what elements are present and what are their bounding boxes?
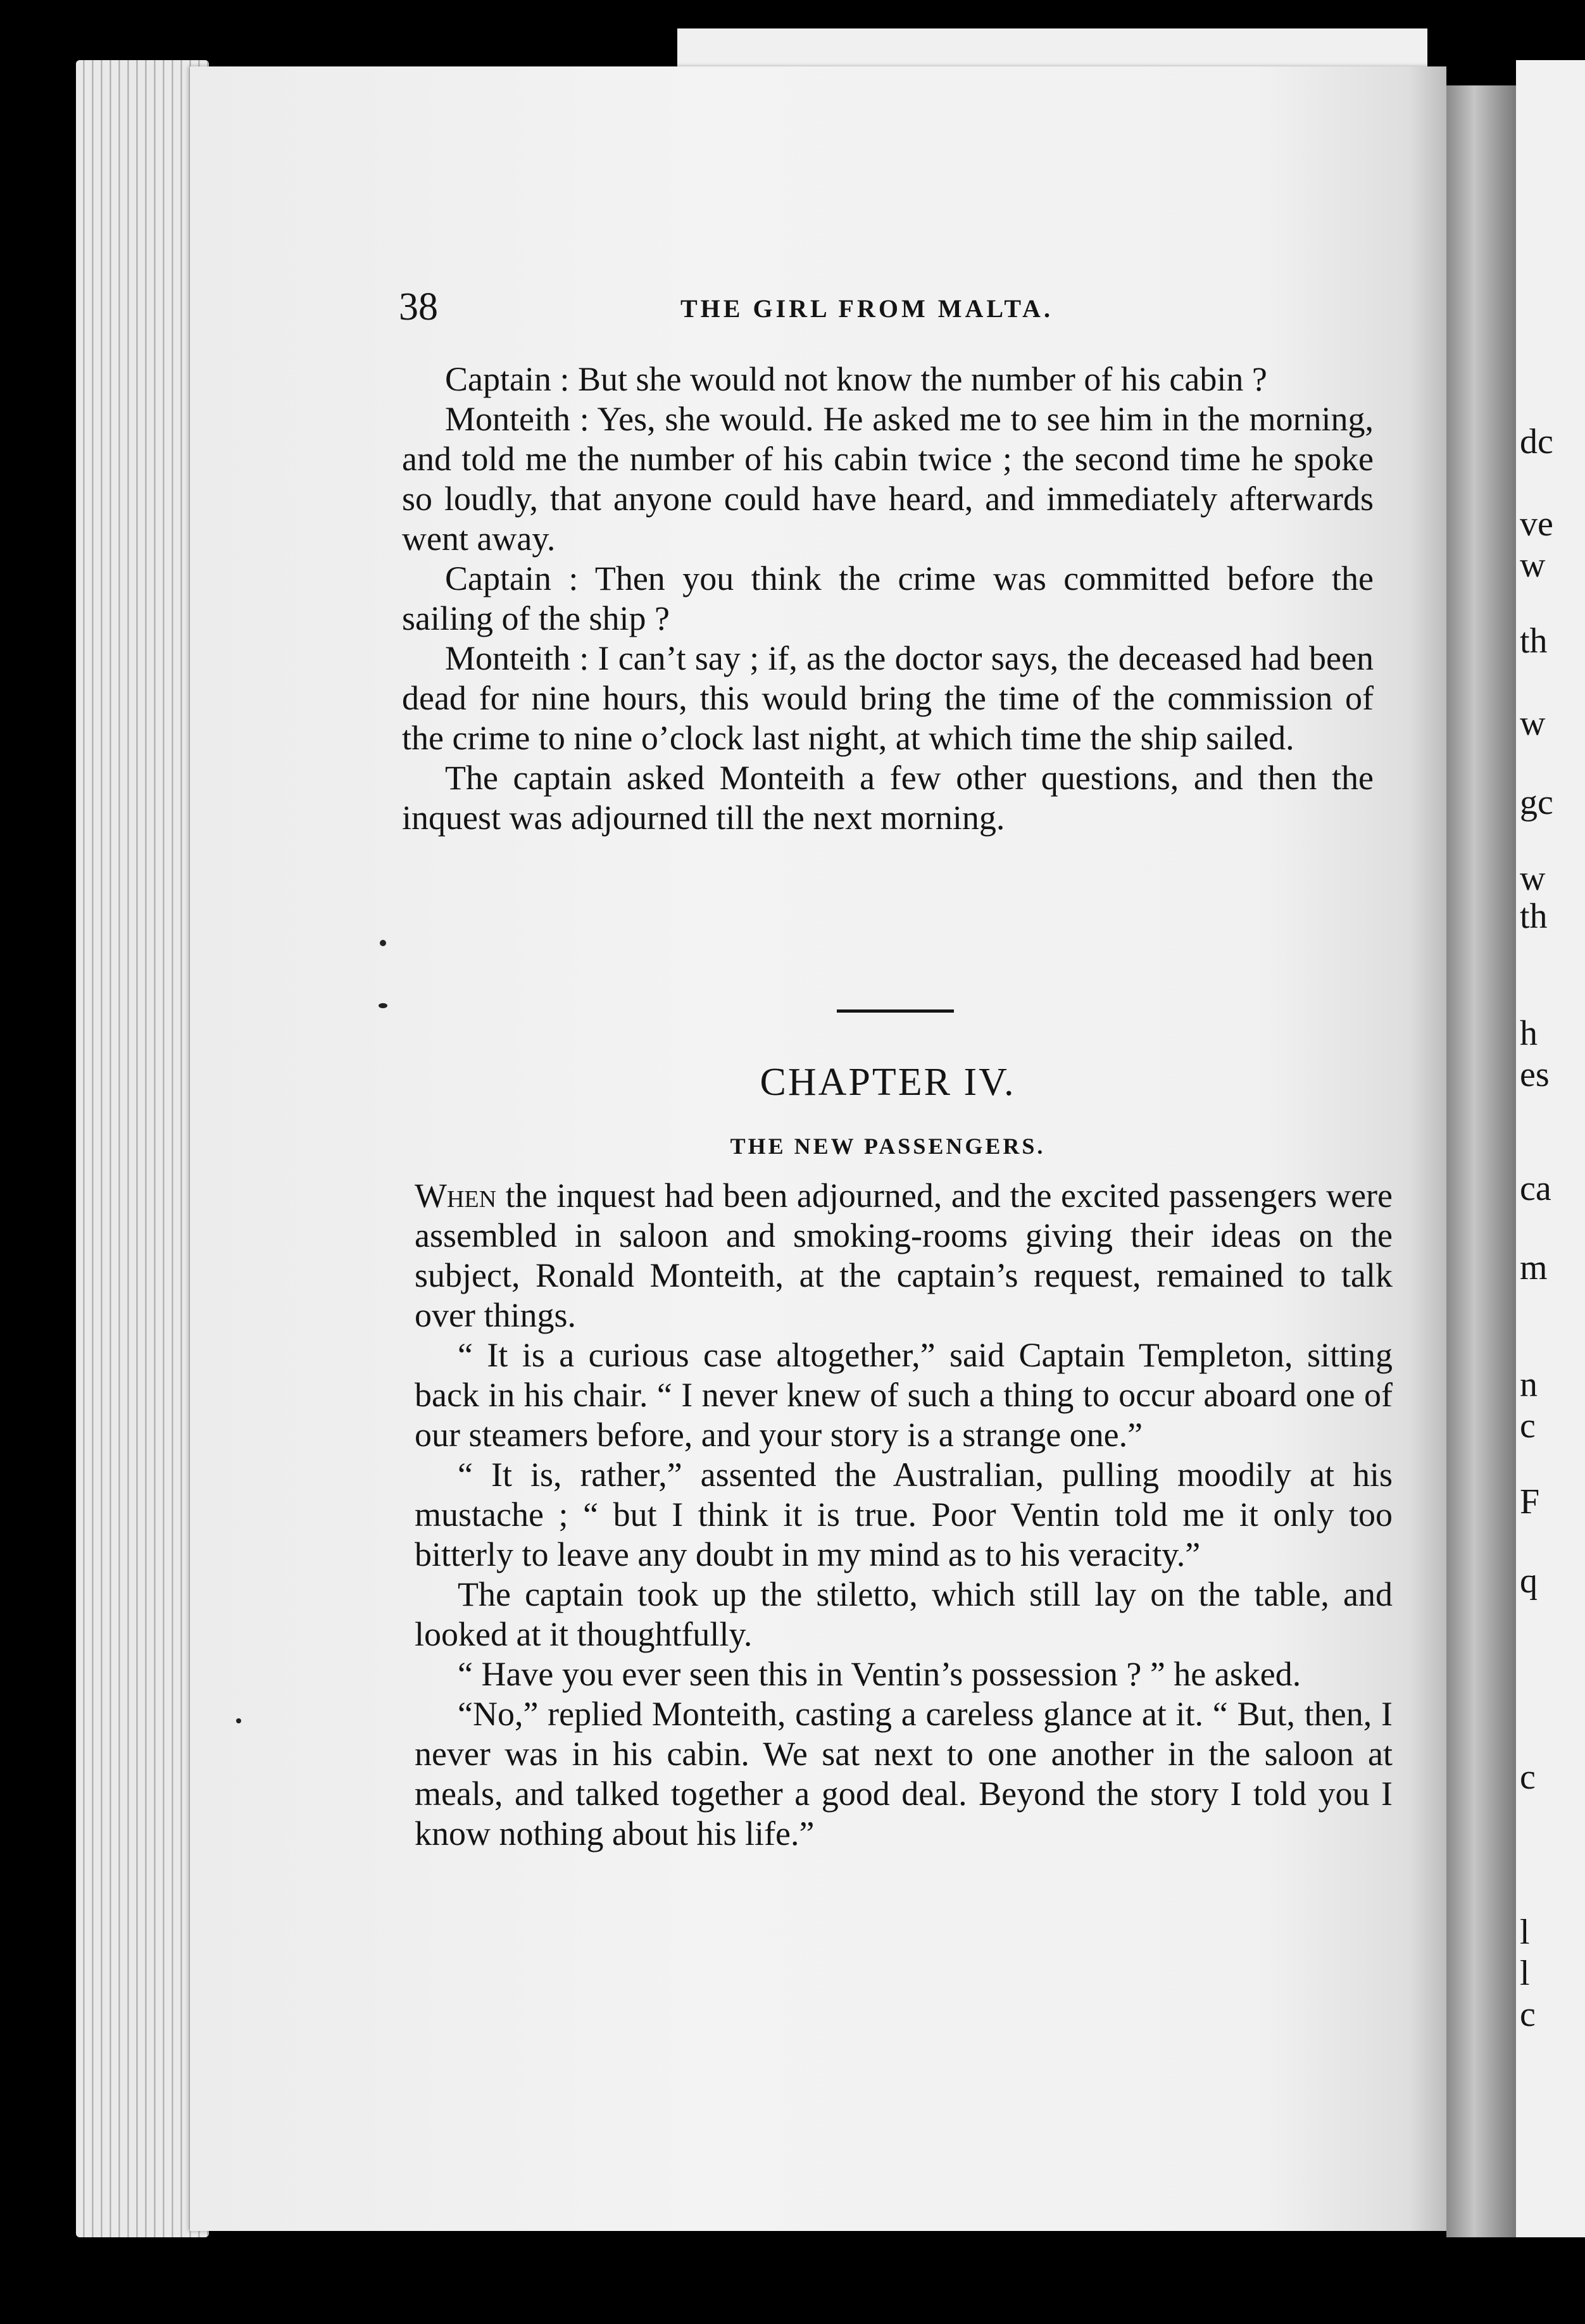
next-page-fragment: ve [1520,504,1553,544]
next-page-fragment: h [1520,1014,1538,1053]
ink-speck [379,1003,387,1008]
next-page-fragment: dc [1520,422,1553,461]
next-page-fragment: th [1520,622,1548,661]
section-divider-rule [837,1009,954,1013]
page-number: 38 [399,285,438,328]
next-page-fragment: w [1520,546,1546,585]
next-page-edge [1516,60,1585,2237]
ink-speck [380,940,386,946]
next-page-fragment: c [1520,1406,1536,1446]
running-title: THE GIRL FROM MALTA. [680,294,1053,323]
next-page-fragment: ca [1520,1169,1551,1208]
next-page-fragment: gc [1520,783,1553,822]
chapter-title: CHAPTER IV. [760,1061,1016,1104]
paragraph: “ It is, rather,” assented the Australian, pulling moodily at his mustache ; “ but I think it is true. Poor Ventin told me it only too bitterly to leave any doubt in my mind as to his veracity.” [415,1456,1393,1573]
next-page-fragment: l [1520,1913,1530,1952]
text-block-top [402,359,1374,838]
next-page-fragment: q [1520,1561,1538,1601]
opening-paragraph-text: the inquest had been adjourned, and the excited passengers were assembled in saloon and smoking-rooms giving their ideas on the subject, Ronald Monteith, at the captain’s request, remained to talk over things. [415,1177,1393,1334]
paragraph: “ Have you ever seen this in Ventin’s possession ? ” he asked. [458,1655,1301,1693]
paragraph: Monteith : Yes, she would. He asked me to see him in the morning, and told me the number of his cabin twice ; the second time he spoke so loudly, that anyone could have heard, and immediately afterwards went away. [402,400,1374,558]
next-page-fragment: l [1520,1954,1530,1993]
paragraph: Captain : But she would not know the number of his cabin ? [445,360,1267,398]
next-page-fragment: F [1520,1482,1540,1521]
paragraph: “No,” replied Monteith, casting a careless glance at it. “ But, then, I never was in his cabin. We sat next to one another in the saloon at meals, and talked together a good deal. Beyond the story I told you I know nothing about his life.” [415,1695,1393,1852]
next-page-fragment: w [1520,704,1546,743]
book-gutter [1446,85,1516,2237]
next-page-fragment: c [1520,1995,1536,2034]
paragraph: “ It is a curious case altogether,” said Captain Templeton, sitting back in his chair. “ I never knew of such a thing to occur aboard one of our steamers before, and your story is a strange one.” [415,1336,1393,1454]
next-page-fragment: n [1520,1365,1538,1404]
next-page-fragment: th [1520,897,1548,936]
opening-word: When [415,1177,497,1215]
ink-speck [236,1718,241,1723]
paragraph: The captain took up the stiletto, which still lay on the table, and looked at it thoughtfully. [415,1575,1393,1653]
chapter-subtitle: THE NEW PASSENGERS. [730,1134,1046,1159]
paragraph: Monteith : I can’t say ; if, as the doctor says, the deceased had been dead for nine hours, this would bring the time of the commission of the crime to nine o’clock last night, at which time the ship sailed. [402,639,1374,757]
page-header [399,285,1114,335]
next-page-fragment: es [1520,1055,1550,1094]
next-page-fragment: m [1520,1248,1548,1287]
paragraph: Captain : Then you think the crime was committed before the sailing of the ship ? [402,559,1374,637]
next-page-fragment: c [1520,1758,1536,1797]
opening-paragraph [415,1176,1393,1335]
next-page-fragment: w [1520,859,1546,898]
page-edges [76,60,209,2237]
top-cover-strip [677,28,1427,66]
paragraph: The captain asked Monteith a few other questions, and then the inquest was adjourned till the next morning. [402,759,1374,837]
text-block-chapter [415,1176,1393,1854]
